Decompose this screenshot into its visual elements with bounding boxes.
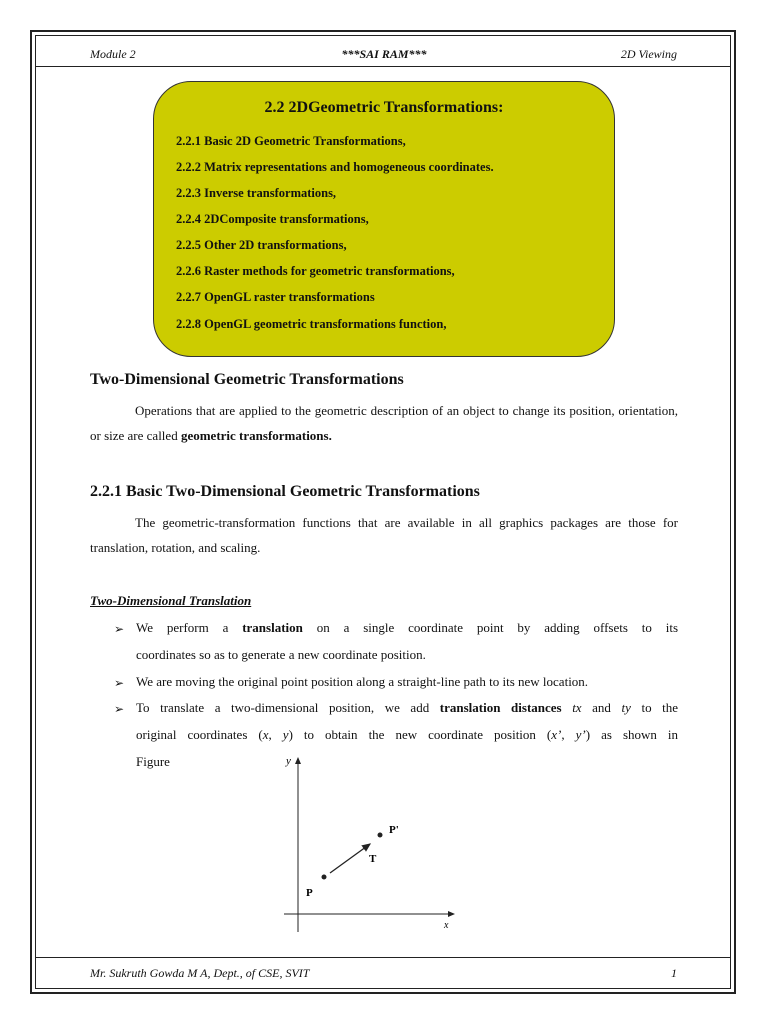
text-run: ) to obtain the new coordinate position ( xyxy=(288,727,552,742)
section-paragraph: The geometric-transformation functions that are available in all graphics packages are those for translation, rotation, and scaling. xyxy=(90,515,678,555)
footer-author: Mr. Sukruth Gowda M A, Dept., of CSE, SVIT xyxy=(90,966,310,980)
italic-var: y’ xyxy=(575,727,586,742)
bullet-text: coordinates so as to generate a new coordinate position. xyxy=(136,647,426,662)
text-run: , xyxy=(561,727,576,742)
page-number: 1 xyxy=(671,966,677,980)
italic-var: x’ xyxy=(551,727,562,742)
paragraph-bold-term: geometric transformations. xyxy=(180,428,332,443)
toc-item: 2.2.2 Matrix representations and homogeneous coordinates. xyxy=(176,160,494,174)
bullet-arrow-icon: ➢ xyxy=(114,676,125,690)
text-run: to the xyxy=(641,700,679,715)
header-title: ***SAI RAM*** xyxy=(341,47,427,61)
text-run: To translate a two-dimensional position, we add xyxy=(136,700,430,715)
toc-item: 2.2.7 OpenGL raster transformations xyxy=(176,290,375,304)
bullet-arrow-icon: ➢ xyxy=(114,622,125,636)
bold-term: translation xyxy=(242,620,303,635)
bullet-text: We are moving the original point position along a straight-line path to its new location. xyxy=(136,674,589,689)
point-p-label: P xyxy=(306,887,313,899)
text-run: We perform a xyxy=(136,620,229,635)
italic-var: y xyxy=(282,727,289,742)
text-run: on a single coordinate point by adding offsets to its xyxy=(316,620,679,635)
bullet-text: Figure xyxy=(136,754,170,769)
bold-term: translation distances xyxy=(439,700,562,715)
toc-item: 2.2.1 Basic 2D Geometric Transformations, xyxy=(176,134,406,148)
italic-var: tx xyxy=(572,700,582,715)
toc-item: 2.2.4 2DComposite transformations, xyxy=(176,212,369,226)
section-heading: 2.2.1 Basic Two-Dimensional Geometric Transformations xyxy=(90,483,480,500)
y-axis-label: y xyxy=(286,755,291,767)
text-run: original coordinates ( xyxy=(136,727,263,742)
italic-var: ty xyxy=(621,700,631,715)
text-run: and xyxy=(592,700,611,715)
paragraph-text: Operations that are applied to the geometric description of an object to change its position, orientation, or size are called xyxy=(90,403,678,443)
header-topic: 2D Viewing xyxy=(620,47,677,61)
point-p-prime-label: P' xyxy=(389,824,399,836)
point-p-prime xyxy=(378,833,383,838)
bullet-arrow-icon: ➢ xyxy=(114,702,125,716)
toc-item: 2.2.8 OpenGL geometric transformations function, xyxy=(176,317,447,331)
header-module: Module 2 xyxy=(90,47,136,61)
italic-var: x xyxy=(262,727,269,742)
toc-item: 2.2.5 Other 2D transformations, xyxy=(176,238,347,252)
toc-item: 2.2.6 Raster methods for geometric transformations, xyxy=(176,264,455,278)
toc-item: 2.2.3 Inverse transformations, xyxy=(176,186,337,200)
footer-divider xyxy=(36,957,730,958)
toc-title: 2.2 2DGeometric Transformations: xyxy=(264,99,504,116)
point-p xyxy=(322,875,327,880)
vector-t-label: T xyxy=(369,853,377,865)
text-run: ) as shown in xyxy=(585,727,679,742)
translation-vector xyxy=(330,844,370,873)
text-run: , xyxy=(268,727,283,742)
section-heading: Two-Dimensional Geometric Transformations xyxy=(90,371,404,388)
subsection-heading: Two-Dimensional Translation xyxy=(90,593,252,608)
x-axis-label: x xyxy=(444,920,449,931)
